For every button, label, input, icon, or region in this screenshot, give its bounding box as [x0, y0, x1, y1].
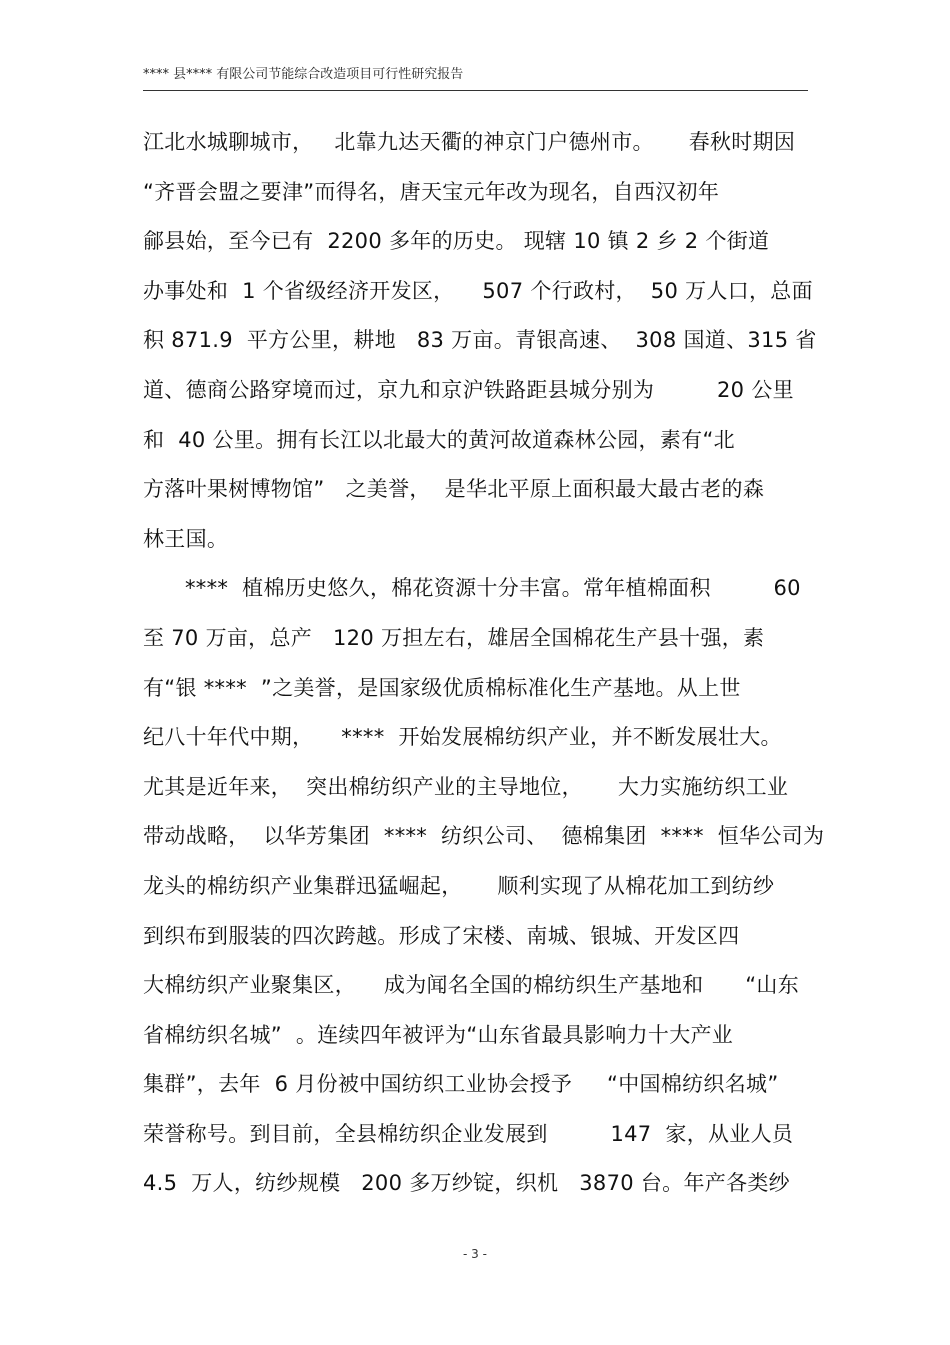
paragraph-2-line: 4.5 万人，纺纱规模 200 多万纱锭，织机 3870 台。年产各类纱: [143, 1171, 790, 1196]
paragraph-2-line: 带动战略， 以华芳集团 **** 纺织公司、 德棉集团 **** 恒华公司为: [143, 824, 825, 849]
paragraph-2-line: 集群”，去年 6 月份被中国纺织工业协会授予 “中国棉纺织名城”: [143, 1072, 779, 1097]
paragraph-2-line: 到织布到服装的四次跨越。形成了宋楼、南城、银城、开发区四: [143, 923, 740, 948]
paragraph-2-line: 纪八十年代中期， **** 开始发展棉纺织产业，并不断发展壮大。: [143, 725, 782, 750]
header-divider: [143, 90, 808, 91]
paragraph-1-line: 鄃县始，至今已有 2200 多年的历史。 现辖 10 镇 2 乡 2 个街道: [143, 229, 770, 254]
paragraph-2-first-line: **** 植棉历史悠久，棉花资源十分丰富。常年植棉面积 60: [185, 576, 801, 601]
paragraph-2-line: 有“银 **** ”之美誉，是国家级优质棉标准化生产基地。从上世: [143, 675, 741, 700]
paragraph-1-line: 办事处和 1 个省级经济开发区， 507 个行政村， 50 万人口，总面: [143, 278, 813, 303]
paragraph-1-line: 道、德商公路穿境而过，京九和京沪铁路距县城分别为 20 公里: [143, 377, 794, 402]
paragraph-2-line: 大棉纺织产业聚集区， 成为闻名全国的棉纺织生产基地和 “山东: [143, 973, 800, 998]
paragraph-1-line: 林王国。: [143, 526, 229, 551]
paragraph-1-line: “齐晋会盟之要津”而得名，唐天宝元年改为现名，自西汉初年: [143, 179, 720, 204]
paragraph-2-line: 尤其是近年来， 突出棉纺织产业的主导地位， 大力实施纺织工业: [143, 774, 789, 799]
paragraph-2-line: 至 70 万亩，总产 120 万担左右，雄居全国棉花生产县十强，素: [143, 625, 765, 650]
running-header: **** 县**** 有限公司节能综合改造项目可行性研究报告: [143, 67, 464, 82]
paragraph-2-line: 省棉纺织名城” 。连续四年被评为“山东省最具影响力十大产业: [143, 1022, 734, 1047]
paragraph-1-line: 方落叶果树博物馆” 之美誉， 是华北平原上面积最大最古老的森: [143, 477, 765, 502]
paragraph-2-line: 荣誉称号。到目前，全县棉纺织企业发展到 147 家，从业人员: [143, 1121, 794, 1146]
paragraph-1-line: 江北水城聊城市， 北靠九达天衢的神京门户德州市。 春秋时期因: [143, 130, 796, 154]
page-number: - 3 -: [463, 1247, 487, 1261]
paragraph-1-line: 积 871.9 平方公里，耕地 83 万亩。青银高速、 308 国道、315 省: [143, 328, 817, 353]
paragraph-1-line: 和 40 公里。拥有长江以北最大的黄河故道森林公园，素有“北: [143, 427, 735, 452]
paragraph-2-line: 龙头的棉纺织产业集群迅猛崛起， 顺利实现了从棉花加工到纺纱: [143, 873, 775, 898]
document-body: [143, 118, 825, 1209]
